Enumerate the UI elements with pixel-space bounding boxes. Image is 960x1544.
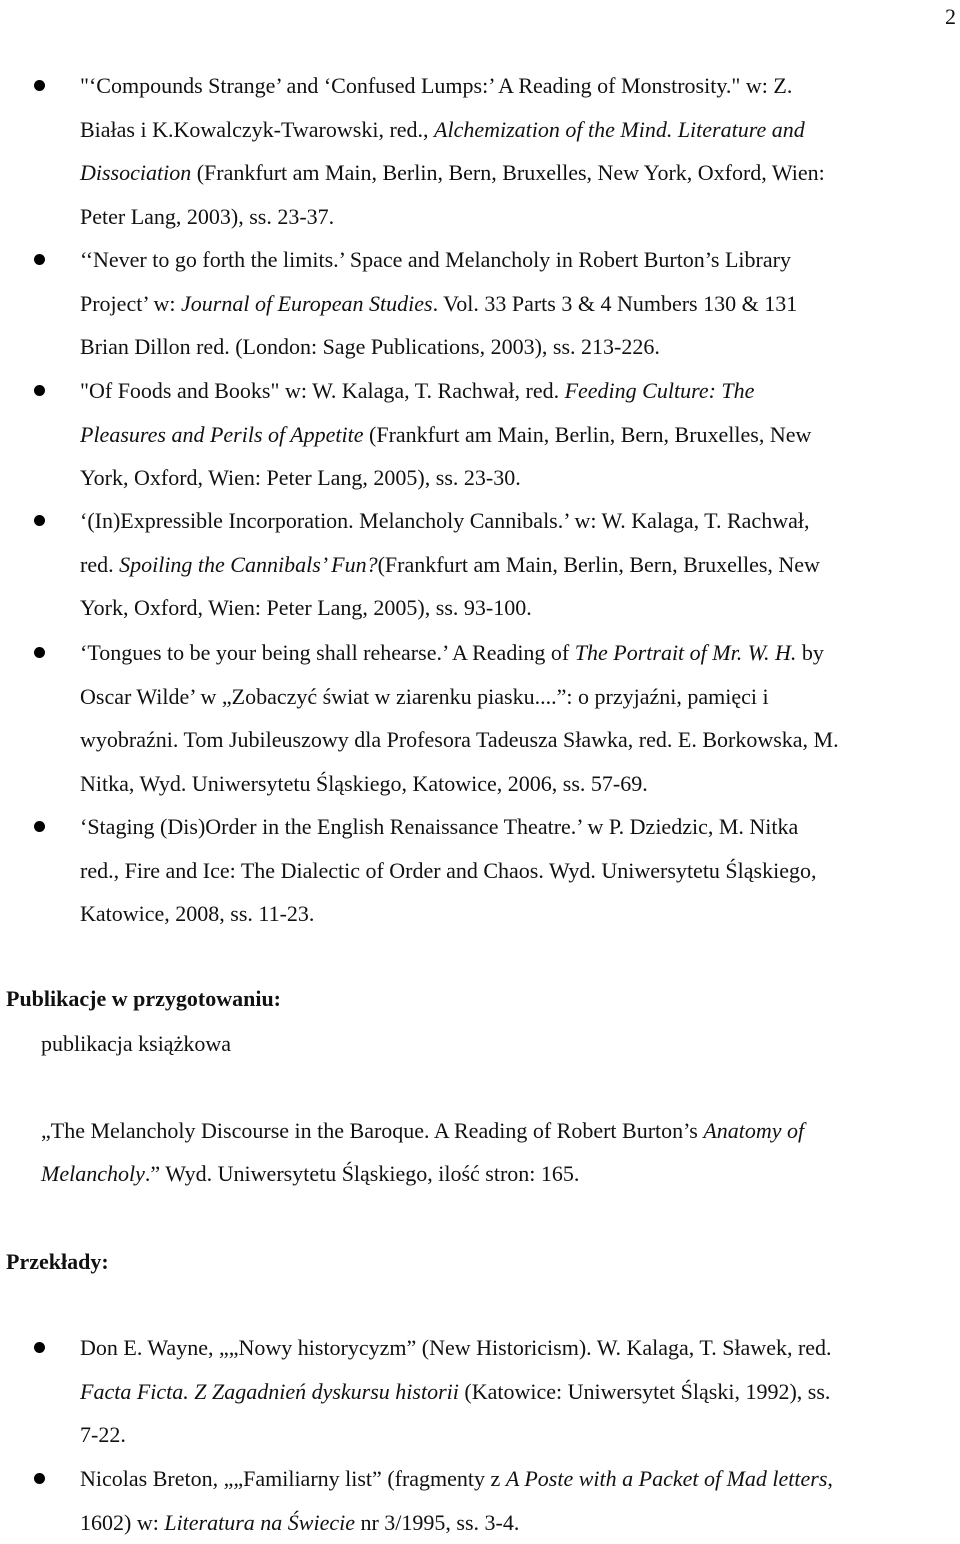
- entry-line: red., Fire and Ice: The Dialectic of Order and Chaos. Wyd. Uniwersytetu Śląskiego,: [80, 849, 952, 893]
- bullet-icon: [34, 385, 45, 396]
- publication-entry: [80, 238, 952, 369]
- bullet-icon: [34, 821, 45, 832]
- bullet-icon: [34, 647, 45, 658]
- entry-line: Brian Dillon red. (London: Sage Publications, 2003), ss. 213-226.: [80, 325, 952, 369]
- entry-line: 7-22.: [80, 1413, 952, 1457]
- entry-line: Facta Ficta. Z Zagadnień dyskursu historii (Katowice: Uniwersytet Śląski, 1992), ss.: [80, 1370, 952, 1414]
- section-heading-translations: Przekłady:: [6, 1249, 109, 1275]
- entry-line: red. Spoiling the Cannibals’ Fun?(Frankfurt am Main, Berlin, Bern, Bruxelles, New: [80, 543, 952, 587]
- bullet-icon: [34, 254, 45, 265]
- publication-entry: [80, 805, 952, 936]
- entry-line: Peter Lang, 2003), ss. 23-37.: [80, 195, 952, 239]
- translation-entry: [80, 1326, 952, 1457]
- entry-line: Pleasures and Perils of Appetite (Frankfurt am Main, Berlin, Bern, Bruxelles, New: [80, 413, 952, 457]
- entry-line: York, Oxford, Wien: Peter Lang, 2005), ss. 93-100.: [80, 586, 952, 630]
- book-line: „The Melancholy Discourse in the Baroque. A Reading of Robert Burton’s Anatomy of: [41, 1118, 804, 1144]
- bullet-icon: [34, 515, 45, 526]
- entry-line: Katowice, 2008, ss. 11-23.: [80, 892, 952, 936]
- page-number: 2: [945, 4, 956, 30]
- entry-line: Nicolas Breton, „„Familiarny list” (fragmenty z A Poste with a Packet of Mad letters,: [80, 1457, 952, 1501]
- entry-line: Dissociation (Frankfurt am Main, Berlin, Bern, Bruxelles, New York, Oxford, Wien:: [80, 151, 952, 195]
- entry-line: 1602) w: Literatura na Świecie nr 3/1995, ss. 3-4.: [80, 1501, 952, 1544]
- publication-entry: [80, 499, 952, 630]
- entry-line: Białas i K.Kowalczyk-Twarowski, red., Alchemization of the Mind. Literature and: [80, 108, 952, 152]
- entry-line: Nitka, Wyd. Uniwersytetu Śląskiego, Katowice, 2006, ss. 57-69.: [80, 762, 952, 806]
- entry-line: Oscar Wilde’ w „Zobaczyć świat w ziarenku piasku....”: o przyjaźni, pamięci i: [80, 675, 952, 719]
- bullet-icon: [34, 1342, 45, 1353]
- entry-line: wyobraźni. Tom Jubileuszowy dla Profesora Tadeusza Sławka, red. E. Borkowska, M.: [80, 718, 952, 762]
- entry-line: ‘(In)Expressible Incorporation. Melancholy Cannibals.’ w: W. Kalaga, T. Rachwał,: [80, 499, 952, 543]
- translation-entry: [80, 1457, 952, 1544]
- entry-line: York, Oxford, Wien: Peter Lang, 2005), ss. 23-30.: [80, 456, 952, 500]
- publication-entry: [80, 631, 952, 805]
- book-line: Melancholy.” Wyd. Uniwersytetu Śląskiego, ilość stron: 165.: [41, 1161, 579, 1187]
- entry-line: ‘Tongues to be your being shall rehearse.’ A Reading of The Portrait of Mr. W. H. by: [80, 631, 952, 675]
- entry-line: "Of Foods and Books" w: W. Kalaga, T. Rachwał, red. Feeding Culture: The: [80, 369, 952, 413]
- bullet-icon: [34, 1473, 45, 1484]
- section-heading-in-preparation: Publikacje w przygotowaniu:: [6, 986, 281, 1012]
- entry-line: ‘Staging (Dis)Order in the English Renaissance Theatre.’ w P. Dziedzic, M. Nitka: [80, 805, 952, 849]
- publication-entry: [80, 369, 952, 500]
- subheading-book: publikacja książkowa: [41, 1031, 231, 1057]
- entry-line: Don E. Wayne, „„Nowy historycyzm” (New Historicism). W. Kalaga, T. Sławek, red.: [80, 1326, 952, 1370]
- entry-line: ‘‘Never to go forth the limits.’ Space and Melancholy in Robert Burton’s Library: [80, 238, 952, 282]
- entry-line: Project’ w: Journal of European Studies. Vol. 33 Parts 3 & 4 Numbers 130 & 131: [80, 282, 952, 326]
- publication-entry: [80, 64, 952, 238]
- entry-line: "‘Compounds Strange’ and ‘Confused Lumps:’ A Reading of Monstrosity." w: Z.: [80, 64, 952, 108]
- bullet-icon: [34, 80, 45, 91]
